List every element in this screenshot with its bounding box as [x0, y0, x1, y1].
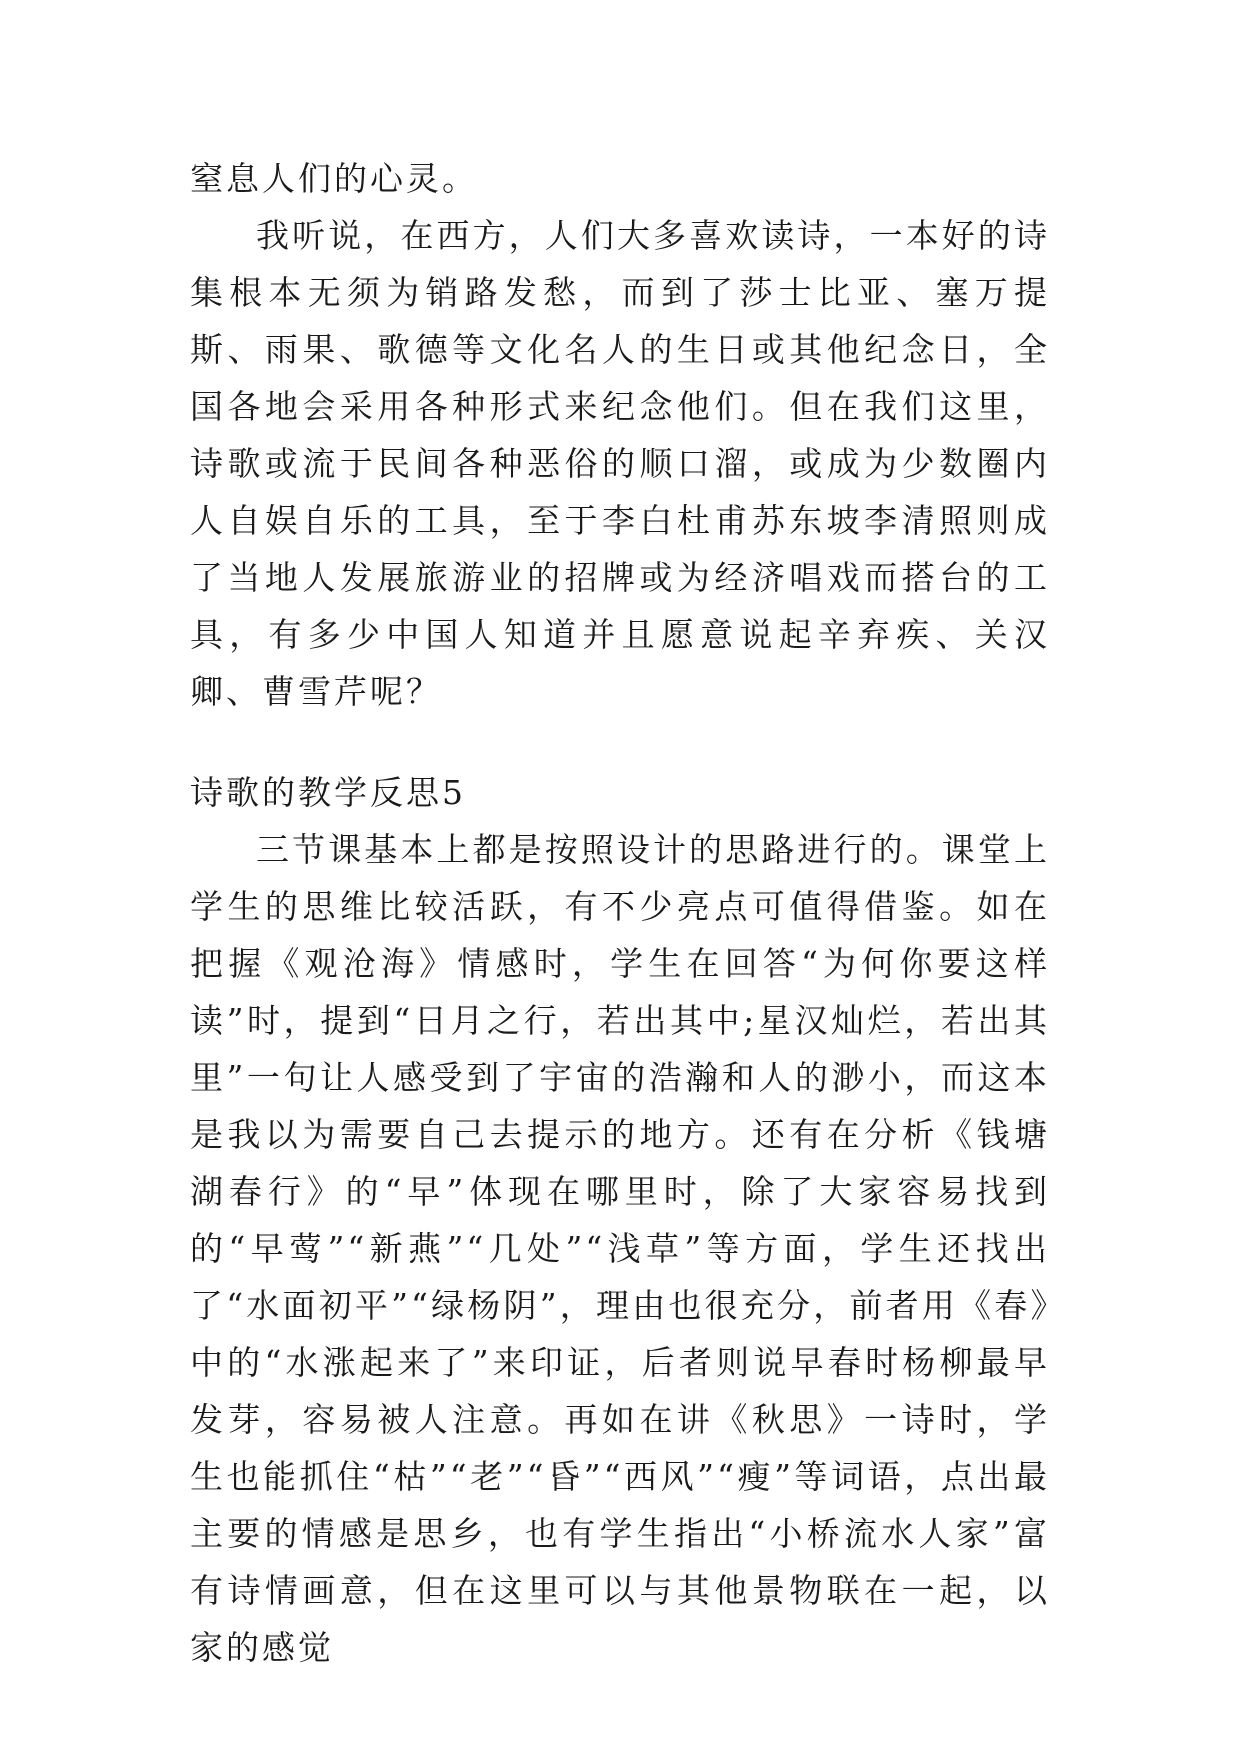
section-heading: 诗歌的教学反思5: [190, 773, 466, 812]
paragraph-continuation: 窒息人们的心灵。: [190, 159, 478, 198]
paragraph-lesson-reflection: 三节课基本上都是按照设计的思路进行的。课堂上学生的思维比较活跃，有不少亮点可值得借鉴。如在把握《观沧海》情感时，学生在回答“为何你要这样读”时，提到“日月之行，若出其中;星汉灿烂，若出其里”一句让人感受到了宇宙的浩瀚和人的渺小，而这本是我以为需要自己去提示的地方。还有在分析《钱塘湖春行》的“早”体现在哪里时，除了大家容易找到的“早莺”“新燕”“几处”“浅草”等方面，学生还找出了“水面初平”“绿杨阴”，理由也很充分，前者用《春》中的“水涨起来了”来印证，后者则说早春时杨柳最早发芽，容易被人注意。再如在讲《秋思》一诗时，学生也能抓住“枯”“老”“昏”“西风”“瘦”等词语，点出最主要的情感是思乡，也有学生指出“小桥流水人家”富有诗情画意，但在这里可以与其他景物联在一起，以家的感觉: [190, 830, 1050, 1667]
document-body: [190, 150, 1050, 1676]
paragraph-west-poetry: 我听说，在西方，人们大多喜欢读诗，一本好的诗集根本无须为销路发愁，而到了莎士比亚、塞万提斯、雨果、歌德等文化名人的生日或其他纪念日，全国各地会采用各种形式来纪念他们。但在我们这里，诗歌或流于民间各种恶俗的顺口溜，或成为少数圈内人自娱自乐的工具，至于李白杜甫苏东坡李清照则成了当地人发展旅游业的招牌或为经济唱戏而搭台的工具，有多少中国人知道并且愿意说起辛弃疾、关汉卿、曹雪芹呢？: [190, 216, 1050, 711]
